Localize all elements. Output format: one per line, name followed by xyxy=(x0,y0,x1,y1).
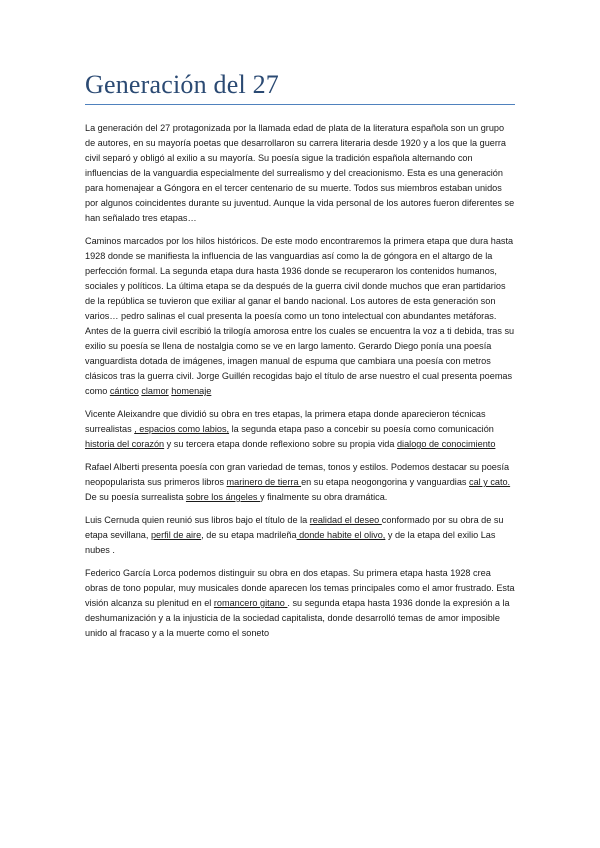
paragraph xyxy=(85,566,515,641)
underlined-title: sobre los ángeles xyxy=(185,492,260,502)
paragraph xyxy=(85,407,515,452)
paragraph xyxy=(85,234,515,399)
document-title: Generación del 27 xyxy=(85,70,279,99)
underlined-title: cántico xyxy=(109,386,139,396)
underlined-title: cal y cato. xyxy=(469,477,511,487)
text-run: conformado por su obra de su etapa sevillana, xyxy=(85,515,504,540)
text-run: . su segunda etapa hasta 1936 donde la expresión a la deshumanización y a la injusticia de la sociedad capitalista, donde desarrolló temas de amor imposible unido al fracaso y a la muerte como el soneto xyxy=(85,598,510,638)
text-run: La generación del 27 protagonizada por la llamada edad de plata de la literatura española son un grupo de autores, en su mayoría poetas que desarrollaron su carrera literaria desde 1920 y a los que la guerra civil separó y obligó al exilio a su mayoría. Su poesía sigue la tradición española alternando con influencias de la vanguardia especialmente del surrealismo y del creacionismo. Esta es una generación para homenajear a Góngora en el tercer centenario de su muerte. Todos sus miembros estaban unidos por algunos coincidentes durante su juventud. Aunque la vida personal de los autores fueron diferentes se han señalado tres etapas… xyxy=(85,123,515,223)
paragraph xyxy=(85,513,515,558)
text-run: Rafael Alberti presenta poesía con gran variedad de temas, tonos y estilos. Podemos destacar su poesía neopopularista sus primeros libros xyxy=(85,462,510,487)
document-body xyxy=(85,121,515,649)
paragraph xyxy=(85,460,515,505)
underlined-title: romancero gitano xyxy=(213,598,288,608)
text-run: en su etapa neogongorina y vanguardias xyxy=(301,477,470,487)
text-run: , de su etapa madrileña xyxy=(201,530,297,540)
text-run: Luis Cernuda quien reunió sus libros bajo el título de la xyxy=(85,515,310,525)
text-run: la segunda etapa paso a concebir su poesía como comunicación xyxy=(229,424,494,434)
text-run: De su poesía surrealista xyxy=(85,492,186,502)
underlined-title: historia del corazón xyxy=(85,439,165,449)
underlined-title: perfil de aire xyxy=(150,530,202,540)
underlined-title: realidad el deseo xyxy=(309,515,382,525)
underlined-title: dialogo de conocimiento xyxy=(396,439,496,449)
text-run: y su tercera etapa donde reflexiono sobre su propia vida xyxy=(164,439,397,449)
paragraph xyxy=(85,121,515,226)
underlined-title: , espacios como labios, xyxy=(134,424,230,434)
text-run: y finalmente su obra dramática. xyxy=(260,492,388,502)
title-rule xyxy=(85,104,515,105)
text-run: Vicente Aleixandre que dividió su obra en tres etapas, la primera etapa donde aparecieron técnicas surrealistas xyxy=(85,409,486,434)
underlined-title: homenaje xyxy=(171,386,212,396)
text-run: Federico García Lorca podemos distinguir su obra en dos etapas. Su primera etapa hasta 1928 crea obras de tono popular, muy musicales donde aparecen los temas principales como el amor frustrado. Esta visión alcanza su plenitud en el xyxy=(85,568,515,608)
text-run: Caminos marcados por los hilos históricos. De este modo encontraremos la primera etapa que dura hasta 1928 donde se manifiesta la influencia de las vanguardias así como la de góngora en el altargo de la perfección formal. La segunda etapa dura hasta 1936 donde se recuperaron los contenidos humanos, sociales y políticos. La última etapa se da después de la guerra civil donde muchos que eran partidarios de la república se tuvieron que exiliar al ganar el bando nacional. Los autores de esta generación son varios… pedro salinas el cual presenta la poesía como un tono intelectual con abundantes metáforas. Antes de la guerra civil escribió la trilogía amorosa entre los cuales se encuentra la voz a ti debida, tras su exilio su poesía se llena de nostalgia como se ve en largo lamento. Gerardo Diego ponía una poesía vanguardista dotada de imágenes, imagen manual de espuma que cambiara una poesía con metros clásicos tras la guerra civil. Jorge Guillén recogidas bajo el título de arse nuestro el cual presenta poemas como xyxy=(85,236,515,396)
underlined-title: marinero de tierra xyxy=(226,477,302,487)
underlined-title: clamor xyxy=(141,386,169,396)
text-run: y de la etapa del exilio Las nubes . xyxy=(85,530,496,555)
underlined-title: donde habite el olivo, xyxy=(296,530,386,540)
